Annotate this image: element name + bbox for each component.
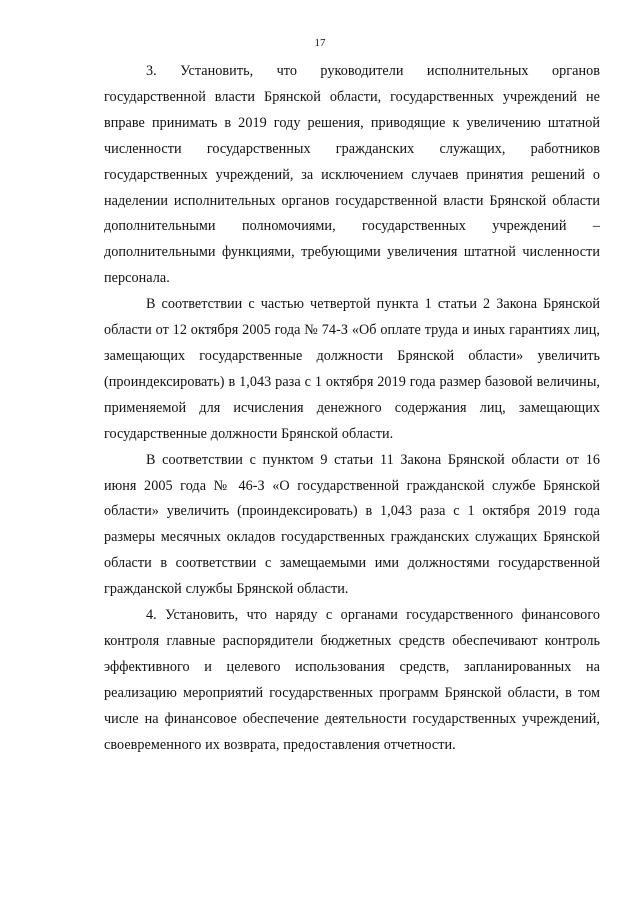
- paragraph-clause-4: 4. Установить, что наряду с органами государственного финансового контроля главные распорядители бюджетных средств обеспечивают контроль эффективного и целевого использования средств, запланированных на реализацию мероприятий государственных программ Брянской области, в том числе на финансовое обеспечение деятельности государственных учреждений, своевременного их возврата, предоставления отчетности.: [104, 607, 600, 753]
- document-body: [104, 59, 600, 758]
- paragraph-clause-3: 3. Установить, что руководители исполнительных органов государственной власти Брянской области, государственных учреждений не вправе принимать в 2019 году решения, приводящие к увеличению штатной численности государственных гражданских служащих, работников государственных учреждений, за исключением случаев принятия решений о наделении исполнительных органов государственной власти Брянской области дополнительными полномочиями, государственных учреждений – дополнительными функциями, требующими увеличения штатной численности персонала.: [104, 63, 600, 287]
- paragraph-salary-indexation: В соответствии с пунктом 9 статьи 11 Закона Брянской области от 16 июня 2005 года № 46-З «О государственной гражданской службе Брянской области» увеличить (проиндексировать) в 1,043 раза с 1 октября 2019 года размеры месячных окладов государственных гражданских служащих Брянской области в соответствии с замещаемыми ими должностями государственной гражданской службы Брянской области.: [104, 451, 600, 598]
- paragraph-base-value-indexation: В соответствии с частью четвертой пункта 1 статьи 2 Закона Брянской области от 12 октября 2005 года № 74-З «Об оплате труда и иных гарантиях лиц, замещающих государственные должности Брянской области» увеличить (проиндексировать) в 1,043 раза с 1 октября 2019 года размер базовой величины, применяемой для исчисления денежного содержания лиц, замещающих государственные должности Брянской области.: [104, 296, 600, 442]
- page-number: 17: [314, 37, 326, 49]
